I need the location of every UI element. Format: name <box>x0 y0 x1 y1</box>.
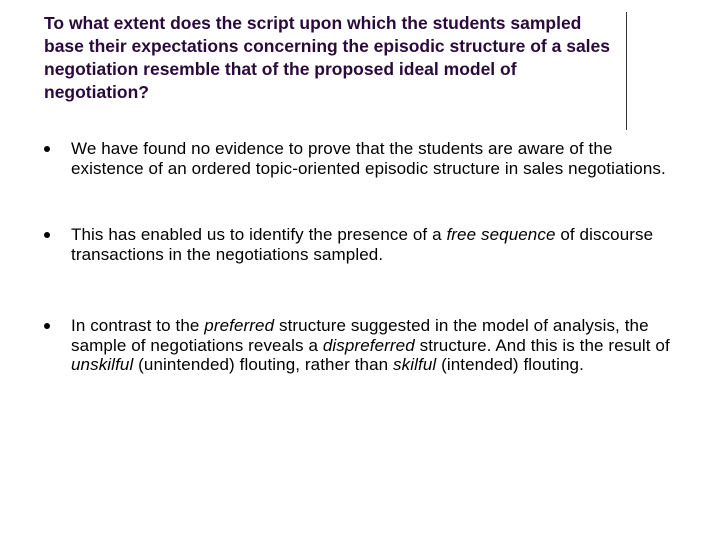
bullet-item <box>44 225 684 264</box>
bullet-segment: (intended) flouting. <box>436 355 584 374</box>
bullet-emphasis: unskilful <box>71 355 134 374</box>
bullet-dot-icon <box>44 232 50 238</box>
bullet-dot-icon <box>44 323 50 329</box>
bullet-emphasis: free sequence <box>446 225 556 244</box>
bullet-dot-icon <box>44 146 50 152</box>
bullet-item <box>44 316 684 375</box>
bullet-emphasis: skilful <box>393 355 437 374</box>
bullet-segment: structure suggested in the model of analysis, the sample of negotiations reveals a <box>71 316 649 355</box>
bullet-text <box>71 139 684 178</box>
bullet-segment: This has enabled us to identify the presence of a <box>71 225 447 244</box>
bullet-text <box>71 316 684 375</box>
bullet-emphasis: preferred <box>204 316 275 335</box>
bullet-segment: of discourse transactions in the negotiations sampled. <box>71 225 654 264</box>
bullet-emphasis: dispreferred <box>322 335 415 355</box>
bullet-segment: structure. And this is the result of <box>414 335 670 355</box>
bullet-segment: (unintended) flouting, rather than <box>133 355 394 374</box>
slide-title: To what extent does the script upon which the students sampled base their expectations concerning the episodic structure of a sales negotiation resemble that of the proposed ideal model of negotiation? <box>44 13 611 102</box>
bullet-item <box>44 139 684 178</box>
bullet-text <box>71 225 684 264</box>
vertical-divider <box>626 12 627 130</box>
bullet-segment: We have found no evidence to prove that the students are aware of the existence of an ordered topic-oriented episodic structure in sales negotiations. <box>71 139 666 178</box>
bullet-segment: In contrast to the <box>71 316 205 335</box>
